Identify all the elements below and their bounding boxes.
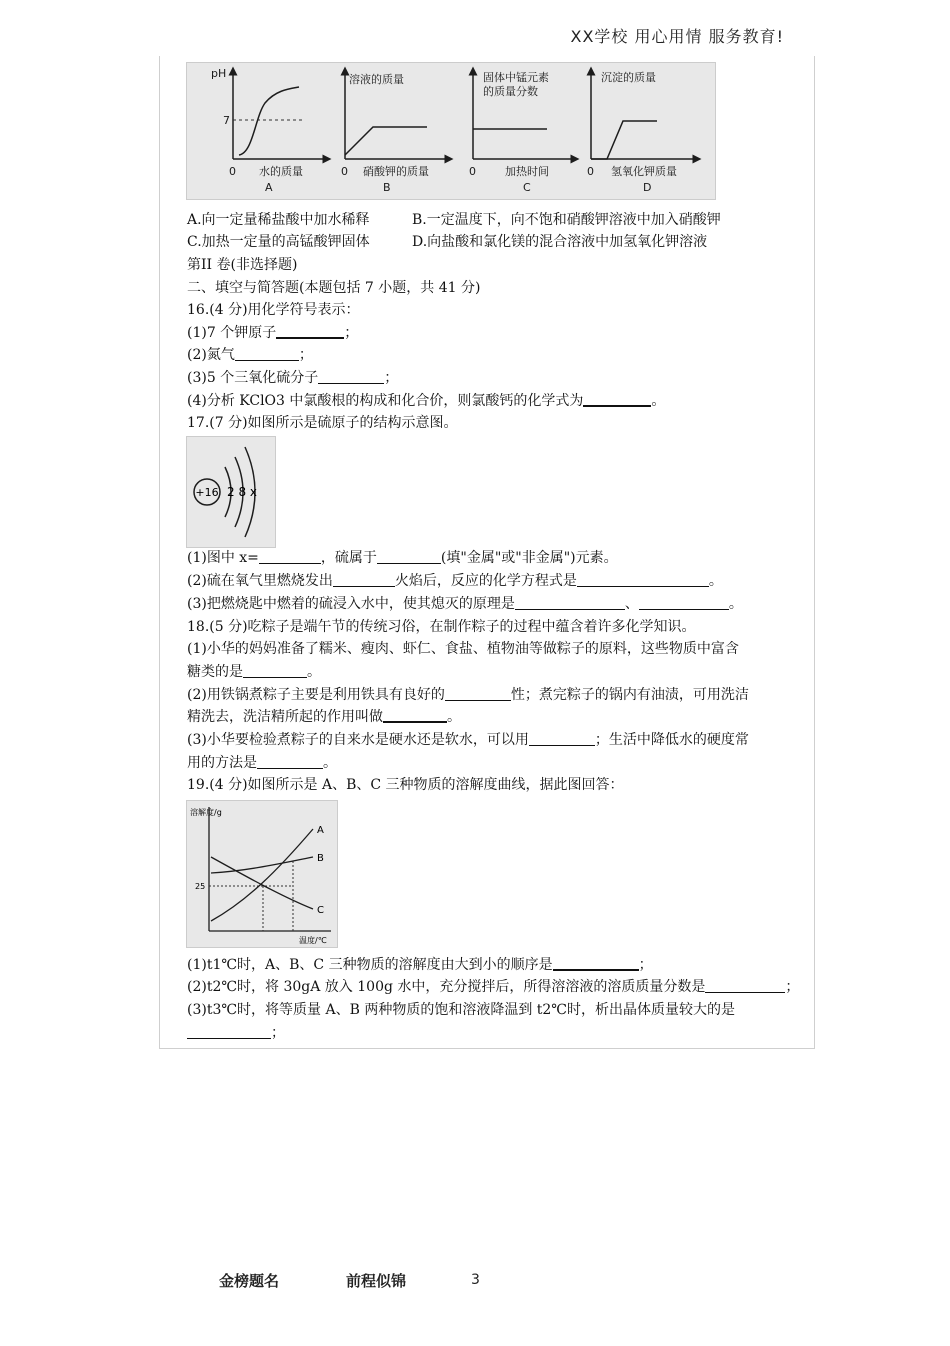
q16-p4-text: (4)分析 KClO3 中氯酸根的构成和化合价，则氯酸钙的化学式为 <box>187 393 584 409</box>
q19-stem: 19.(4 分)如图所示是 A、B、C 三种物质的溶解度曲线，据此图回答： <box>187 777 624 793</box>
q18-p1c: 。 <box>307 664 321 680</box>
page-number: 3 <box>471 1272 480 1288</box>
q17-p2b: 火焰后，反应的化学方程式是 <box>394 573 577 589</box>
panel-d-xlabel: 氢氧化钾质量 <box>611 165 677 178</box>
q17-p3a: (3)把燃烧匙中燃着的硫浸入水中，使其熄灭的原理是 <box>187 596 515 612</box>
q19-ylabel: 溶解度/g <box>190 808 222 817</box>
q18-p2a: (2)用铁锅煮粽子主要是利用铁具有良好的 <box>187 687 445 703</box>
section-2-title: 二、填空与简答题(本题包括 7 小题，共 41 分) <box>187 280 481 296</box>
q18-part-1b <box>187 662 797 682</box>
q19-fraction-blank[interactable] <box>705 978 785 993</box>
panel-a-letter: A <box>265 181 273 194</box>
q16-part-2 <box>187 345 797 365</box>
q18-part-2a <box>187 685 797 705</box>
q15-charts-svg <box>187 63 715 199</box>
q17-part-2 <box>187 571 797 591</box>
q16-part-3 <box>187 368 797 388</box>
panel-b-letter: B <box>383 181 391 194</box>
q19-p2a: (2)t2℃时，将 30gA 放入 100g 水中，充分搅拌后，所得溶溶液的溶质质量分数是 <box>187 979 706 995</box>
q18-p3d: 。 <box>323 755 337 771</box>
chart-panel-c <box>469 70 575 194</box>
q16-p3-end: ； <box>384 370 399 386</box>
q18-sugar-blank[interactable] <box>243 663 307 678</box>
panel-b-ylabel: 溶液的质量 <box>349 73 404 86</box>
q17-p1b: ，硫属于 <box>320 550 377 566</box>
q18-p3c: 用的方法是 <box>187 755 257 771</box>
curve-a <box>211 829 313 921</box>
q16-stem: 16.(4 分)用化学符号表示： <box>187 302 360 318</box>
panel-a-mark7: 7 <box>223 114 230 127</box>
panel-a-origin: 0 <box>229 165 236 178</box>
chart-panel-a <box>211 67 327 194</box>
q16-part-1 <box>187 323 797 343</box>
q19-p3b: ； <box>271 1025 285 1041</box>
panel-b-origin: 0 <box>341 165 348 178</box>
q16-p1-end: ； <box>344 325 359 341</box>
q15-figure <box>186 62 716 200</box>
q18-p2b: 性；煮完粽子的锅内有油渍，可用洗洁 <box>510 687 749 703</box>
nucleus-label: +16 <box>195 486 219 499</box>
q18-p3b: ；生活中降低水的硬度常 <box>594 732 749 748</box>
atom-svg <box>187 437 275 547</box>
q18-p3a: (3)小华要检验煮粽子的自来水是硬水还是软水，可以用 <box>187 732 529 748</box>
q18-property-blank[interactable] <box>445 686 511 701</box>
options-row-1 <box>187 210 797 230</box>
panel-b-xlabel: 硝酸钾的质量 <box>363 165 429 178</box>
q16-p3-blank[interactable] <box>318 369 384 384</box>
part2-title: 第II 卷(非选择题) <box>187 257 298 273</box>
q18-part-1a: (1)小华的妈妈准备了糯米、瘦肉、虾仁、食盐、植物油等做粽子的原料，这些物质中富含 <box>187 641 739 657</box>
footer-middle: 前程似锦 <box>346 1272 407 1290</box>
solubility-curve-figure <box>186 800 338 948</box>
q16-p4-end: 。 <box>651 393 666 409</box>
sulfur-atom-diagram <box>186 436 276 548</box>
q18-effect-blank[interactable] <box>383 707 447 723</box>
panel-c-ylabel-1: 固体中锰元素 <box>483 71 549 84</box>
q18-p2c: 精洗去，洗洁精所起的作用叫做 <box>187 709 383 725</box>
footer-left: 金榜题名 <box>219 1272 280 1290</box>
q18-part-3b <box>187 753 797 773</box>
panel-a-ylabel: pH <box>211 67 227 80</box>
panel-a-xlabel: 水的质量 <box>259 165 303 178</box>
options-row-2 <box>187 232 797 252</box>
q19-part-1 <box>187 955 797 975</box>
panel-c-ylabel-2: 的质量分数 <box>483 85 538 98</box>
curve-c-label: C <box>317 905 324 916</box>
option-c: C.加热一定量的高锰酸钾固体 <box>187 234 370 250</box>
q17-part-1 <box>187 548 797 568</box>
q18-p2d: 。 <box>447 709 461 725</box>
panel-d-origin: 0 <box>587 165 594 178</box>
q19-part-2 <box>187 977 800 997</box>
q19-order-blank[interactable] <box>553 955 639 971</box>
q16-p1-blank[interactable] <box>276 323 344 339</box>
q19-xlabel: 温度/℃ <box>299 936 327 945</box>
q17-p1a: (1)图中 x= <box>187 550 259 566</box>
q17-equation-blank[interactable] <box>577 572 709 587</box>
q18-method-blank[interactable] <box>257 754 323 769</box>
q16-p1-text: (1)7 个钾原子 <box>187 325 277 341</box>
solubility-svg <box>187 801 337 947</box>
panel-c-origin: 0 <box>469 165 476 178</box>
q16-p3-text: (3)5 个三氧化硫分子 <box>187 370 319 386</box>
q16-p2-text: (2)氮气 <box>187 347 235 363</box>
q17-principle-blank-1[interactable] <box>515 595 625 610</box>
q16-p2-end: ； <box>298 347 313 363</box>
q18-stem: 18.(5 分)吃粽子是端午节的传统习俗，在制作粽子的过程中蕴含着许多化学知识。 <box>187 619 696 635</box>
q19-part-3b <box>187 1023 797 1043</box>
curve-b-label: B <box>317 853 324 864</box>
q18-test-blank[interactable] <box>529 731 595 746</box>
q19-crystal-blank[interactable] <box>187 1024 271 1039</box>
q17-part-3 <box>187 594 797 614</box>
shell-electrons: 2 8 x <box>227 485 257 499</box>
option-a: A.向一定量稀盐酸中加水稀释 <box>187 212 370 228</box>
q17-flame-blank[interactable] <box>333 572 395 587</box>
option-d: D.向盐酸和氯化镁的混合溶液中加氢氧化钾溶液 <box>412 234 708 250</box>
q17-p2a: (2)硫在氧气里燃烧发出 <box>187 573 333 589</box>
chart-panel-b <box>341 71 449 194</box>
q17-type-blank[interactable] <box>377 549 441 564</box>
panel-d-letter: D <box>643 181 652 194</box>
q19-p1a: (1)t1℃时，A、B、C 三种物质的溶解度由大到小的顺序是 <box>187 957 553 973</box>
q17-p3c: 。 <box>728 596 743 612</box>
q17-stem: 17.(7 分)如图所示是硫原子的结构示意图。 <box>187 415 458 431</box>
q17-principle-blank-2[interactable] <box>639 595 729 610</box>
q19-p2b: ； <box>785 979 800 995</box>
panel-c-xlabel: 加热时间 <box>505 165 549 178</box>
q18-p1b: 糖类的是 <box>187 664 243 680</box>
curve-a-label: A <box>317 825 324 836</box>
q17-p3b: 、 <box>624 596 639 612</box>
q16-p4-blank[interactable] <box>583 391 651 407</box>
q17-p2c: 。 <box>708 573 723 589</box>
q16-p2-blank[interactable] <box>235 346 299 361</box>
q16-part-4 <box>187 391 797 411</box>
q18-part-2b <box>187 707 797 727</box>
chart-panel-d <box>587 70 697 194</box>
q19-part-3a: (3)t3℃时，将等质量 A、B 两种物质的饱和溶液降温到 t2℃时，析出晶体质量较大的是 <box>187 1002 735 1018</box>
q17-x-blank[interactable] <box>259 549 321 564</box>
q19-ymark: 25 <box>195 882 206 891</box>
panel-c-letter: C <box>523 181 531 194</box>
page-header: XX学校 用心用情 服务教育! <box>570 27 784 46</box>
q19-p1b: ； <box>638 957 653 973</box>
q18-part-3a <box>187 730 797 750</box>
option-b: B.一定温度下，向不饱和硝酸钾溶液中加入硝酸钾 <box>412 212 721 228</box>
panel-d-ylabel: 沉淀的质量 <box>601 71 656 84</box>
q17-p1c: (填"金属"或"非金属")元素。 <box>440 550 618 566</box>
